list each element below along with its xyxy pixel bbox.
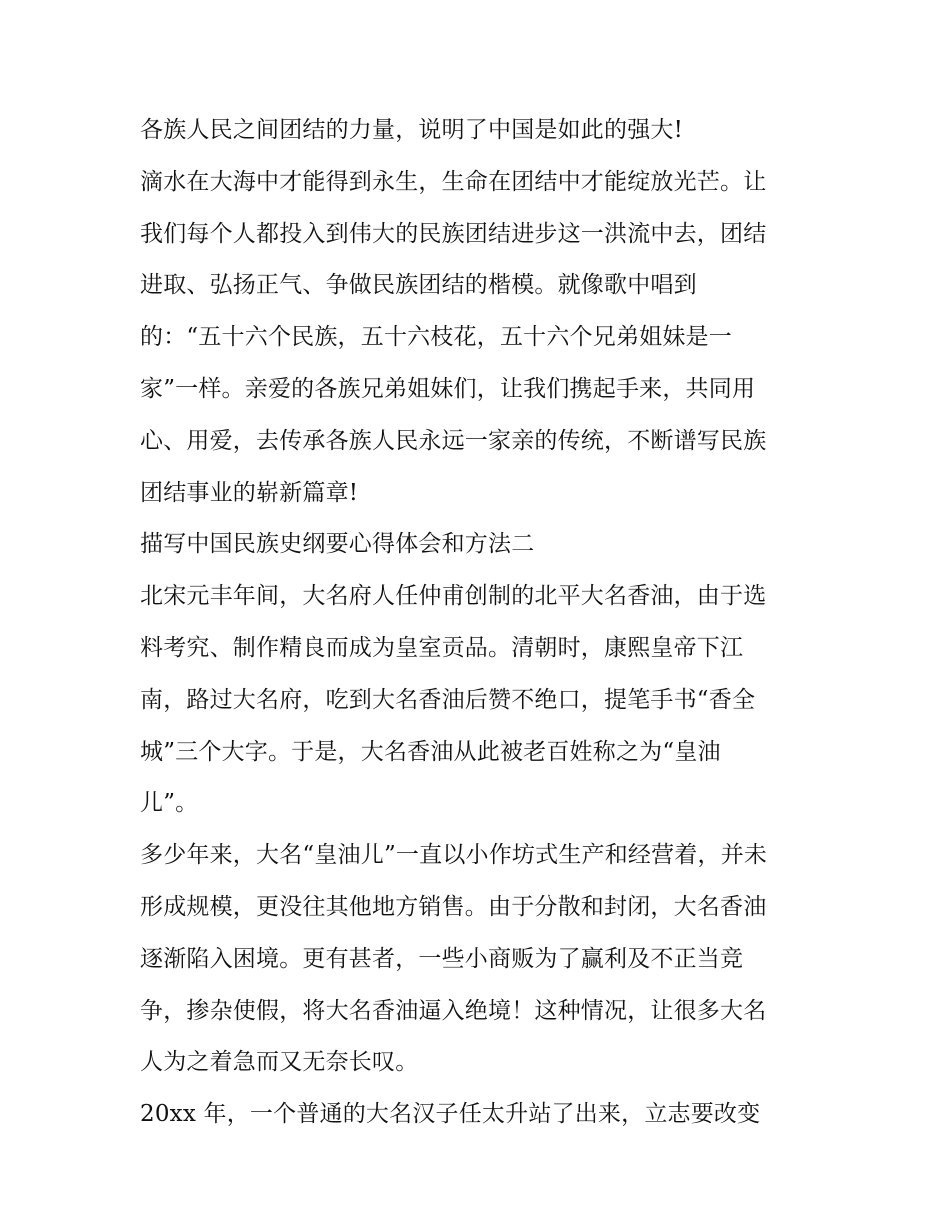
text-line: 家”一样。亲爱的各族兄弟姐妹们，让我们携起手来，共同用 xyxy=(140,375,756,402)
text-line: 滴水在大海中才能得到永生，生命在团结中才能绽放光芒。让 xyxy=(140,168,767,195)
text-line: 料考究、制作精良而成为皇室贡品。清朝时，康熙皇帝下江 xyxy=(140,634,744,661)
text-line: 20xx 年，一个普通的大名汉子任太升站了出来，立志要改变 xyxy=(140,1101,761,1128)
text-line: 多少年来，大名“皇油儿”一直以小作坊式生产和经营着，并未 xyxy=(140,842,768,869)
text-line: 争，掺杂使假，将大名香油逼入绝境！这种情况，让很多大名 xyxy=(140,997,767,1024)
text-line: 进取、弘扬正气、争做民族团结的楷模。就像歌中唱到 xyxy=(140,272,697,299)
text-line: 逐渐陷入困境。更有甚者，一些小商贩为了赢利及不正当竞 xyxy=(140,945,744,972)
text-line: 我们每个人都投入到伟大的民族团结进步这一洪流中去，团结 xyxy=(140,220,767,247)
text-line: 人为之着急而又无奈长叹。 xyxy=(140,1049,419,1076)
text-line: 形成规模，更没往其他地方销售。由于分散和封闭，大名香油 xyxy=(140,893,767,920)
text-line: 城”三个大字。于是，大名香油从此被老百姓称之为“皇油 xyxy=(140,738,721,765)
text-line: 心、用爱，去传承各族人民永远一家亲的传统，不断谱写民族 xyxy=(140,427,767,454)
document-body xyxy=(140,112,820,1148)
text-line: 北宋元丰年间，大名府人任仲甫创制的北平大名香油，由于选 xyxy=(140,583,767,610)
text-line: 的：“五十六个民族，五十六枝花，五十六个兄弟姐妹是一 xyxy=(140,324,732,351)
text-line: 儿”。 xyxy=(140,790,199,817)
section-heading: 描写中国民族史纲要心得体会和方法二 xyxy=(140,531,535,558)
text-line: 各族人民之间团结的力量，说明了中国是如此的强大! xyxy=(140,117,684,143)
text-line: 团结事业的崭新篇章! xyxy=(140,479,359,506)
text-line: 南，路过大名府，吃到大名香油后赞不绝口，提笔手书“香全 xyxy=(140,686,756,713)
